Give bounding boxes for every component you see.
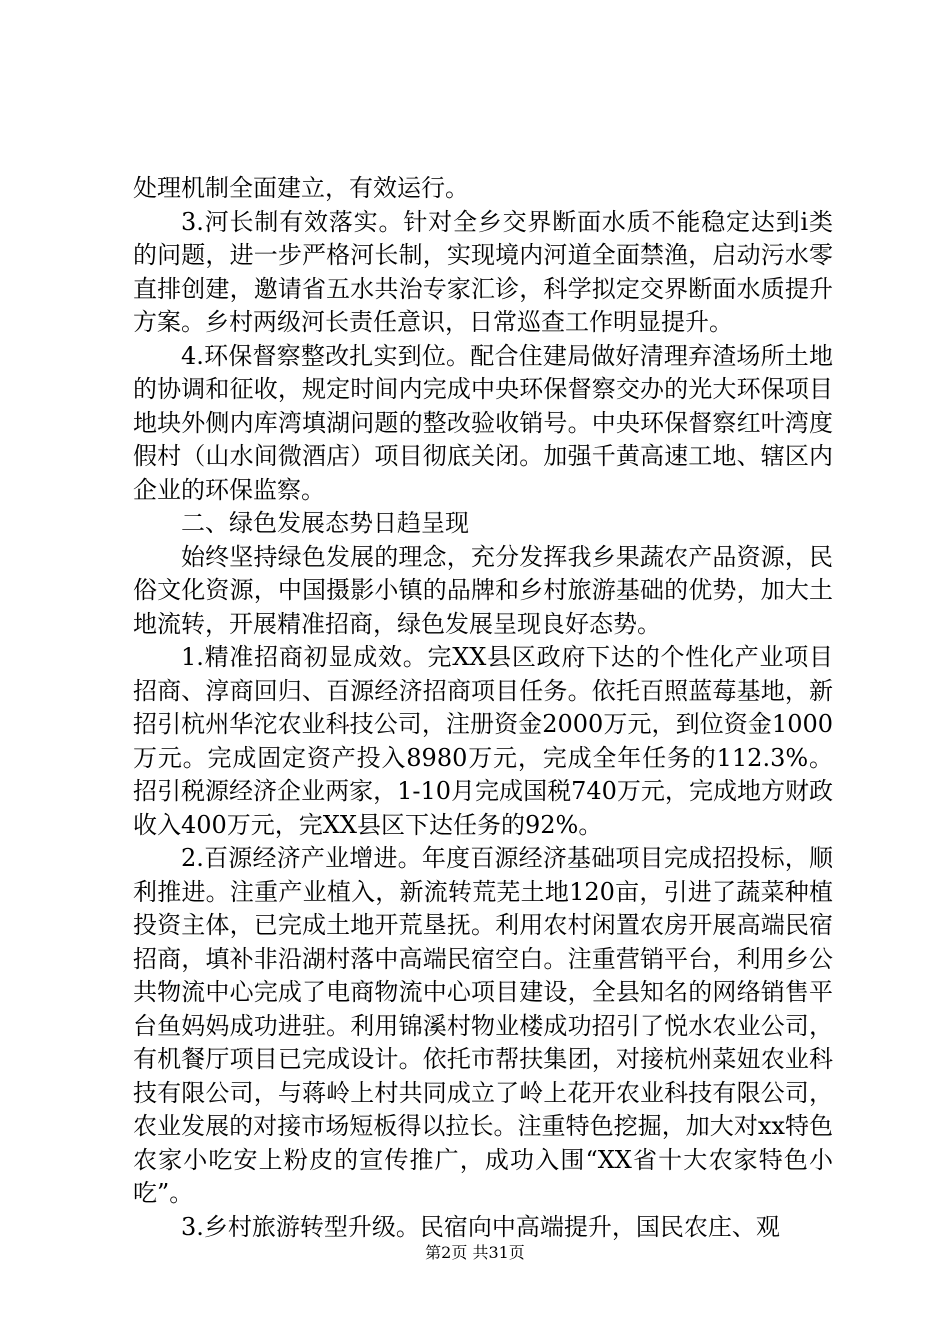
paragraph-rural-tourism: 3.乡村旅游转型升级。民宿向中高端提升，国民农庄、观 <box>181 1212 780 1241</box>
paragraph-environmental-inspection: 4.环保督察整改扎实到位。配合住建局做好清理弃渣场所土地的协调和征收，规定时间内完成中央环保督察交办的光大环保项目地块外侧内库湾填湖问题的整改验收销号。中央环保督察红叶湾度假村（山水间微酒店）项目彻底关闭。加强千黄高速工地、辖区内企业的环保监察。 <box>133 341 833 504</box>
paragraph-investment-attraction: 1.精准招商初显成效。完XX县区政府下达的个性化产业项目招商、淳商回归、百源经济招商项目任务。依托百照蓝莓基地，新招引杭州华沱农业科技公司，注册资金2000万元，到位资金1000万元。完成固定资产投入8980万元，完成全年任务的112.3%。招引税源经济企业两家，1-10月完成国税740万元，完成地方财政收入400万元，完XX县区下达任务的92%。 <box>133 643 833 839</box>
section-heading-green-development: 二、绿色发展态势日趋呈现 <box>181 509 469 537</box>
paragraph-river-chief: 3.河长制有效落实。针对全乡交界断面水质不能稳定达到i类的问题，进一步严格河长制，实现境内河道全面禁渔，启动污水零直排创建，邀请省五水共治专家汇诊，科学拟定交界断面水质提升方案。乡村两级河长责任意识，日常巡查工作明显提升。 <box>133 207 833 336</box>
document-body <box>133 172 833 1244</box>
page-number-footer: 第2页 共31页 <box>425 1243 525 1262</box>
paragraph-continuation: 处理机制全面建立，有效运行。 <box>133 174 469 202</box>
paragraph-green-development-intro: 始终坚持绿色发展的理念，充分发挥我乡果蔬农产品资源，民俗文化资源，中国摄影小镇的品牌和乡村旅游基础的优势，加大土地流转，开展精准招商，绿色发展呈现良好态势。 <box>133 542 833 638</box>
paragraph-baiyuan-economy: 2.百源经济产业增进。年度百源经济基础项目完成招投标，顺利推进。注重产业植入，新流转荒芜土地120亩，引进了蔬菜种植投资主体，已完成土地开荒垦抚。利用农村闲置农房开展高端民宿招商，填补非沿湖村落中高端民宿空白。注重营销平台，利用乡公共物流中心完成了电商物流中心项目建设，全县知名的网络销售平台鱼妈妈成功进驻。利用锦溪村物业楼成功招引了悦水农业公司，有机餐厅项目已完成设计。依托市帮扶集团，对接杭州菜妞农业科技有限公司，与蒋岭上村共同成立了岭上花开农业科技有限公司，农业发展的对接市场短板得以拉长。注重特色挖掘，加大对xx特色农家小吃安上粉皮的宣传推广，成功入围“XX省十大农家特色小吃”。 <box>133 844 833 1207</box>
